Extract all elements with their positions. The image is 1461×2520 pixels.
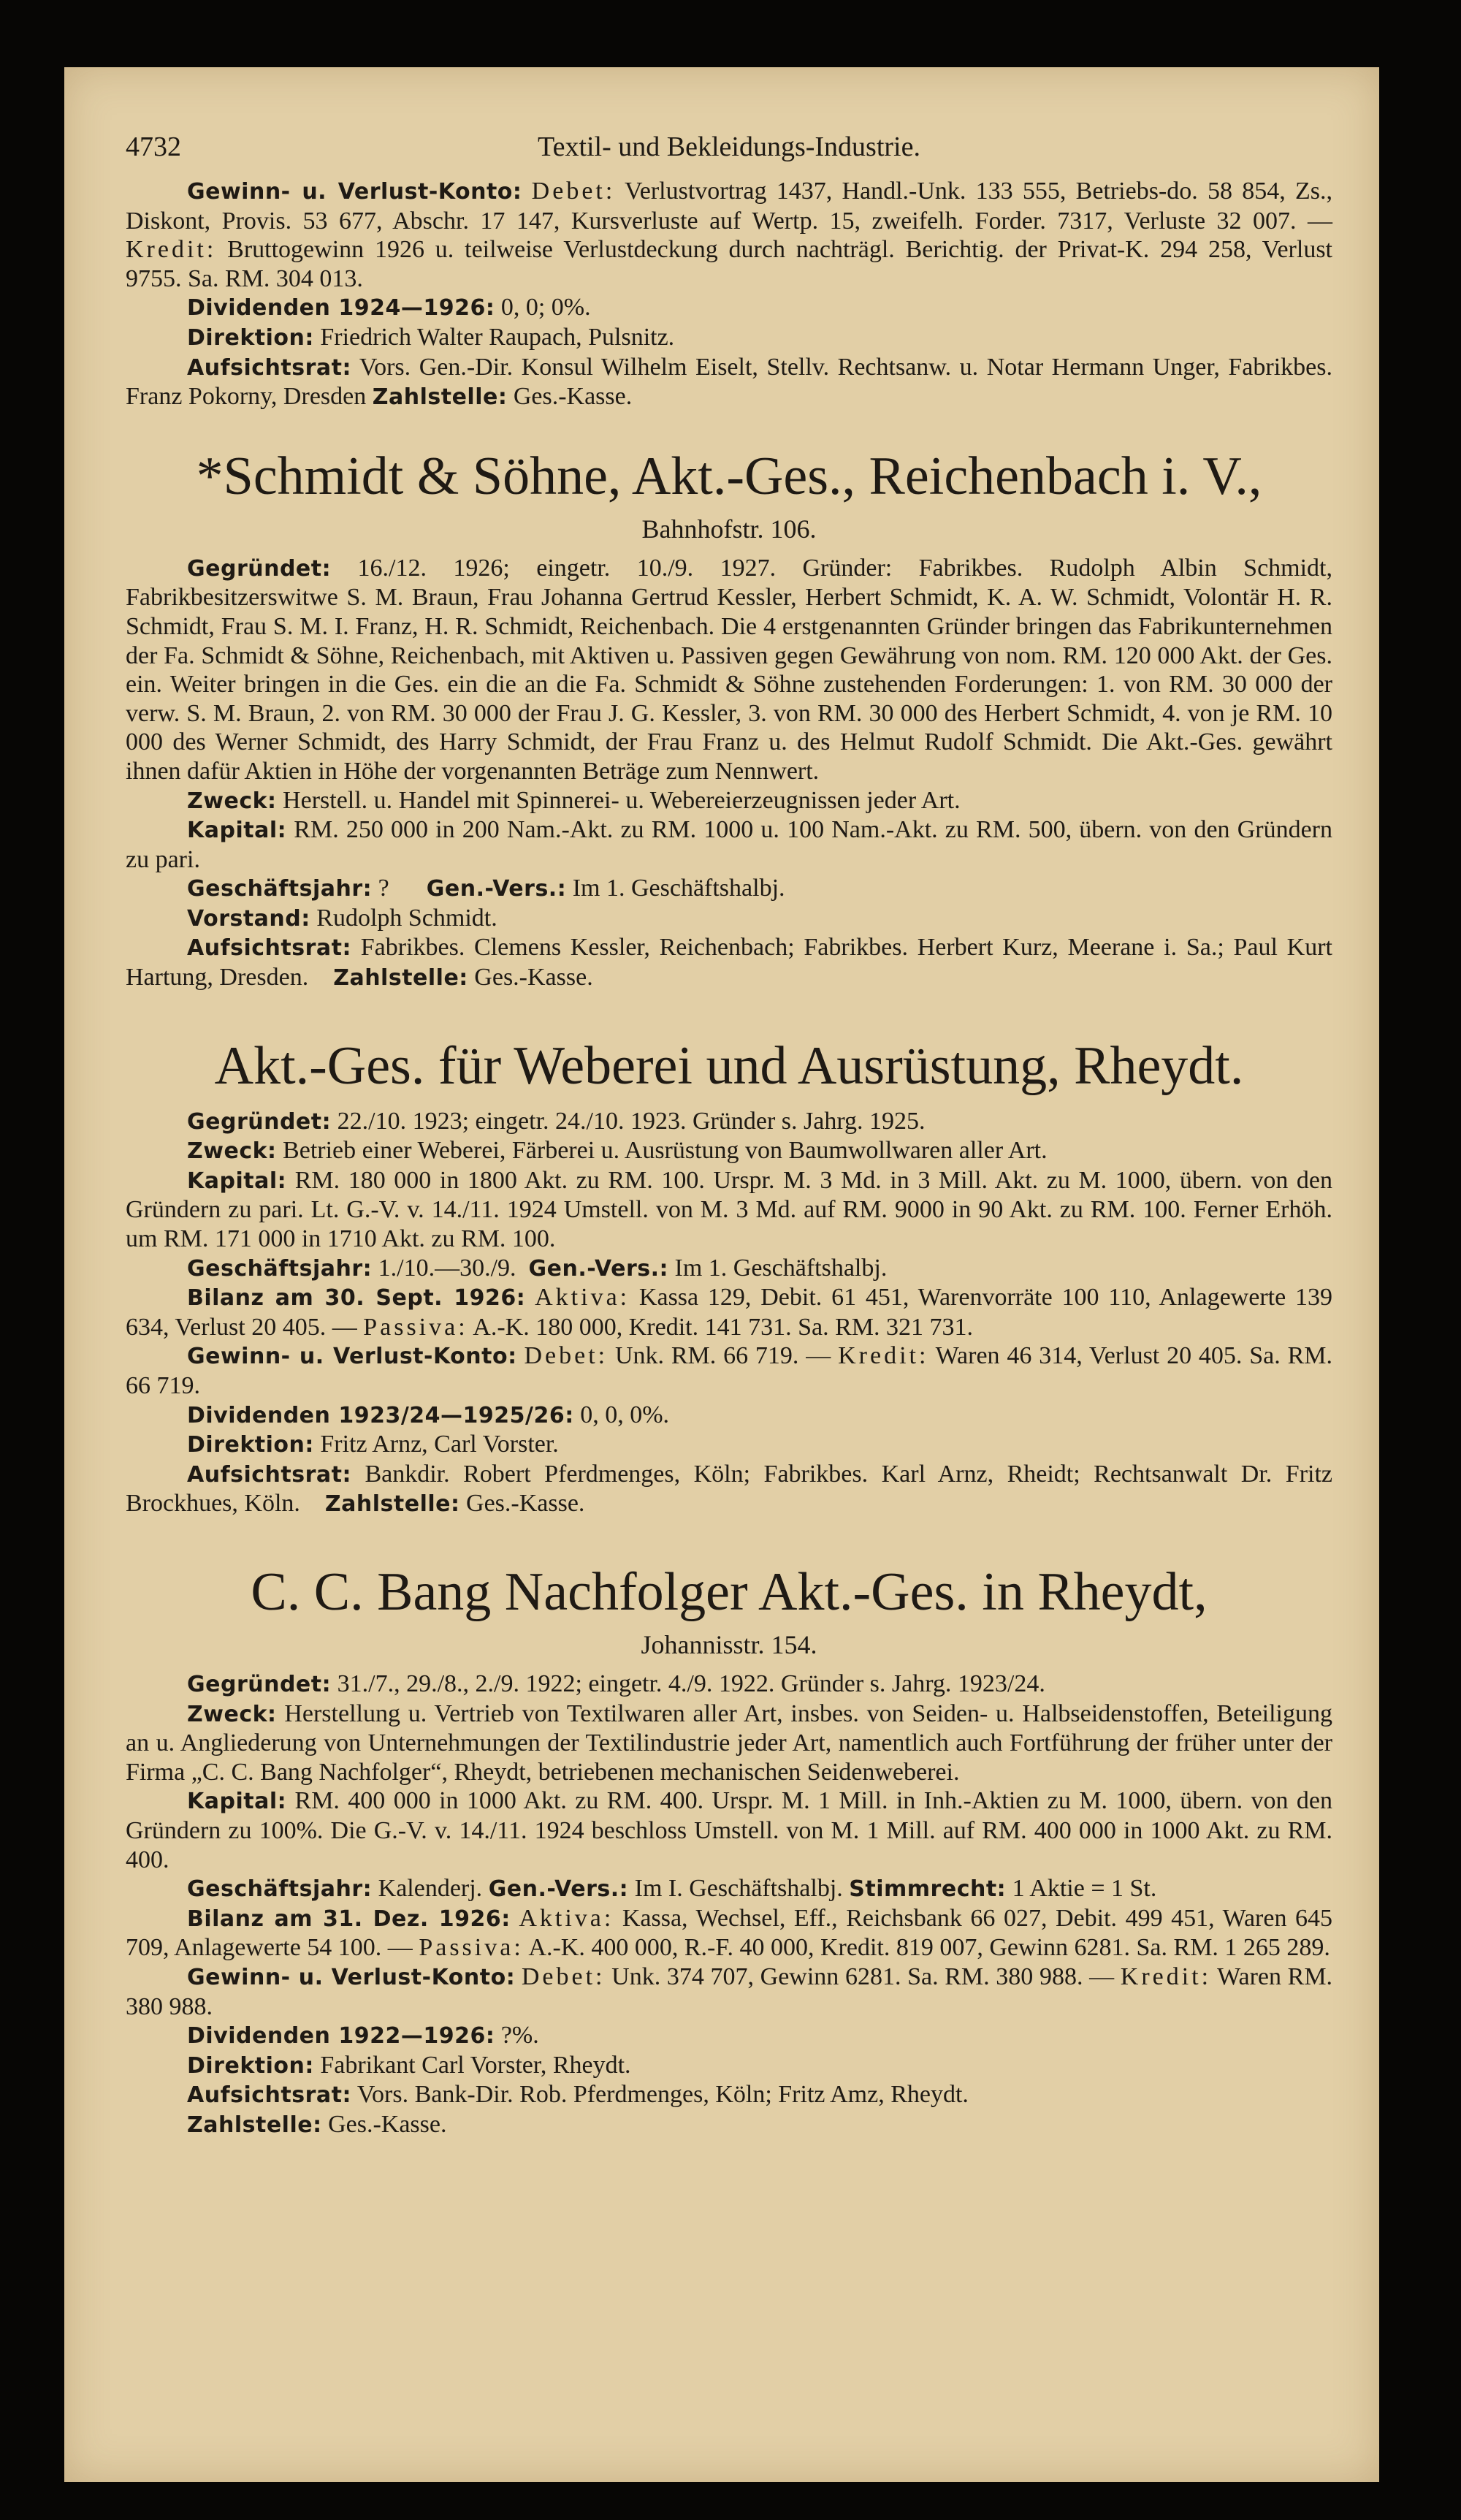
supervisory-board: Aufsichtsrat: Vors. Bank-Dir. Rob. Pferdmenges, Köln; Fritz Amz, Rheydt.	[187, 2081, 969, 2109]
company-title: *Schmidt & Söhne, Akt.-Ges., Reichenbach i. V.,	[196, 446, 1262, 506]
running-header	[126, 133, 1332, 177]
company-title: Akt.-Ges. für Weberei und Ausrüstung, Rheydt.	[214, 1035, 1244, 1096]
previous-entry	[126, 177, 1332, 412]
balance-sheet: Bilanz am 31. Dez. 1926: Aktiva: Kassa, Wechsel, Eff., Reichsbank 66 027, Debit. 499 451, Waren 645 709, Anlagewerte 54 100. — Passiva: A.-K. 400 000, R.-F. 40 000, Kredit. 819 007, Gewinn 6281. Sa. RM. 1 265 289.	[126, 1904, 1333, 1962]
company-title: C. C. Bang Nachfolger Akt.-Ges. in Rheydt,	[251, 1561, 1208, 1622]
company-entry	[126, 1561, 1332, 2140]
management: Direktion: Fabrikant Carl Vorster, Rheydt.	[187, 2051, 631, 2079]
page-number: 4732	[126, 132, 181, 162]
profit-loss-account: Gewinn- u. Verlust-Konto: Debet: Unk. RM. 66 719. — Kredit: Waren 46 314, Verlust 20 405. Sa. RM. 66 719.	[126, 1342, 1333, 1399]
dividends: Dividenden 1923/24—1925/26: 0, 0, 0%.	[187, 1401, 670, 1428]
profit-loss-account: Gewinn- u. Verlust-Konto: Debet: Unk. 374 707, Gewinn 6281. Sa. RM. 380 988. — Kredit: Waren RM. 380 988.	[126, 1963, 1333, 2020]
fiscal-year: Geschäftsjahr: ? Gen.-Vers.: Im 1. Geschäftshalbj.	[187, 875, 785, 902]
founded: Gegründet: 31./7., 29./8., 2./9. 1922; eingetr. 4./9. 1922. Gründer s. Jahrg. 1923/24.	[187, 1670, 1045, 1697]
book-page	[64, 67, 1379, 2482]
capital: Kapital: RM. 400 000 in 1000 Akt. zu RM. 400. Urspr. M. 1 Mill. in Inh.-Aktien zu M. 1000, übern. von den Gründern zu 100%. Die G.-V. v. 14./11. 1924 beschloss Umstell. von M. 1 Mill. auf RM. 400 000 in 1000 Akt. zu RM. 400.	[126, 1787, 1332, 1873]
founded: Gegründet: 22./10. 1923; eingetr. 24./10. 1923. Gründer s. Jahrg. 1925.	[187, 1107, 926, 1135]
purpose: Zweck: Betrieb einer Weberei, Färberei u. Ausrüstung von Baumwollwaren aller Art.	[187, 1137, 1048, 1165]
dividends: Dividenden 1924—1926: 0, 0; 0%.	[187, 294, 591, 321]
management: Direktion: Friedrich Walter Raupach, Pulsnitz.	[187, 323, 675, 351]
balance-sheet: Bilanz am 30. Sept. 1926: Aktiva: Kassa 129, Debit. 61 451, Warenvorräte 100 110, Anlagewerte 139 634, Verlust 20 405. — Passiva: A.-K. 180 000, Kredit. 141 731. Sa. RM. 321 731.	[126, 1284, 1332, 1341]
purpose: Zweck: Herstell. u. Handel mit Spinnerei- u. Webereierzeugnissen jeder Art.	[187, 786, 961, 814]
purpose: Zweck: Herstellung u. Vertrieb von Textilwaren aller Art, insbes. von Seiden- u. Halbseidenstoffen, Beteiligung an u. Angliederung von Unternehmungen der Textilindustrie jeder Art, namentlich auch Fortführung der früher unter der Firma „C. C. Bang Nachfolger“, Rheydt, betriebenen mechanischen Seidenweberei.	[126, 1699, 1332, 1786]
fiscal-year: Geschäftsjahr: Kalenderj. Gen.-Vers.: Im I. Geschäftshalbj. Stimmrecht: 1 Aktie = 1 St.	[187, 1875, 1157, 1903]
company-entry	[126, 1035, 1332, 1519]
capital: Kapital: RM. 180 000 in 1800 Akt. zu RM. 100. Urspr. M. 3 Md. in 3 Mill. Akt. zu M. 1000, übern. von den Gründern zu pari. Lt. G.-V. v. 14./11. 1924 Umstell. von M. 3 Md. auf RM. 9000 in 90 Akt. zu RM. 100. Ferner Erhöh. um RM. 171 000 in 1710 Akt. zu RM. 100.	[126, 1166, 1333, 1253]
paying-agent: Zahlstelle: Ges.-Kasse.	[187, 2110, 447, 2138]
supervisory-board: Aufsichtsrat: Vors. Gen.-Dir. Konsul Wilhelm Eiselt, Stellv. Rechtsanw. u. Notar Hermann Unger, Fabrikbes. Franz Pokorny, Dresden Zahlstelle: Ges.-Kasse.	[126, 353, 1332, 411]
profit-loss-account: Gewinn- u. Verlust-Konto: Debet: Verlustvortrag 1437, Handl.-Unk. 133 555, Betriebs-do. 58 854, Zs., Diskont, Provis. 53 677, Abschr. 17 147, Kursverluste auf Wertp. 15, zweifelh. Forder. 7317, Verluste 32 007. — Kredit: Bruttogewinn 1926 u. teilweise Verlustdeckung durch nachträgl. Berichtig. der Privat-K. 294 258, Verlust 9755. Sa. RM. 304 013.	[126, 178, 1333, 292]
fiscal-year: Geschäftsjahr: 1./10.—30./9. Gen.-Vers.: Im 1. Geschäftshalbj.	[187, 1254, 888, 1282]
running-title: Textil- und Bekleidungs-Industrie.	[538, 132, 920, 162]
company-address: Johannisstr. 154.	[641, 1629, 817, 1659]
capital: Kapital: RM. 250 000 in 200 Nam.-Akt. zu RM. 1000 u. 100 Nam.-Akt. zu RM. 500, übern. von den Gründern zu pari.	[126, 816, 1332, 873]
text-column	[126, 133, 1332, 2139]
board: Vorstand: Rudolph Schmidt.	[187, 904, 497, 932]
management: Direktion: Fritz Arnz, Carl Vorster.	[187, 1431, 559, 1458]
founded: Gegründet: 16./12. 1926; eingetr. 10./9. 1927. Gründer: Fabrikbes. Rudolph Albin Schmidt, Fabrikbesitzerswitwe S. M. Braun, Frau Johanna Gertrud Kessler, Herbert Schmidt, K. A. W. Schmidt, Volontär H. R. Schmidt, Frau S. M. I. Franz, H. R. Schmidt, Reichenbach. Die 4 erstgenannten Gründer bringen das Fabrikunternehmen der Fa. Schmidt & Söhne, Reichenbach, mit Aktiven u. Passiven gegen Gewährung von nom. RM. 120 000 Akt. der Ges. ein. Weiter bringen in die Ges. ein die an die Fa. Schmidt & Söhne zustehenden Forderungen: 1. von RM. 30 000 der verw. S. M. Braun, 2. von RM. 30 000 der Frau J. G. Kessler, 3. von RM. 30 000 des Herbert Schmidt, 4. von je RM. 10 000 des Werner Schmidt, des Harry Schmidt, der Frau Franz u. des Helmut Rudolf Schmidt. Die Akt.-Ges. gewährt ihnen dafür Aktien in Höhe der vorgenannten Beträge zum Nennwert.	[126, 554, 1333, 785]
company-address: Bahnhofstr. 106.	[641, 514, 817, 544]
supervisory-board: Aufsichtsrat: Bankdir. Robert Pferdmenges, Köln; Fabrikbes. Karl Arnz, Rheidt; Rechtsanwalt Dr. Fritz Brockhues, Köln. Zahlstelle: Ges.-Kasse.	[126, 1460, 1333, 1518]
company-entry	[126, 446, 1332, 993]
supervisory-board: Aufsichtsrat: Fabrikbes. Clemens Kessler, Reichenbach; Fabrikbes. Herbert Kurz, Meerane i. Sa.; Paul Kurt Hartung, Dresden. Zahlstelle: Ges.-Kasse.	[126, 934, 1333, 991]
dividends: Dividenden 1922—1926: ?%.	[187, 2022, 539, 2049]
